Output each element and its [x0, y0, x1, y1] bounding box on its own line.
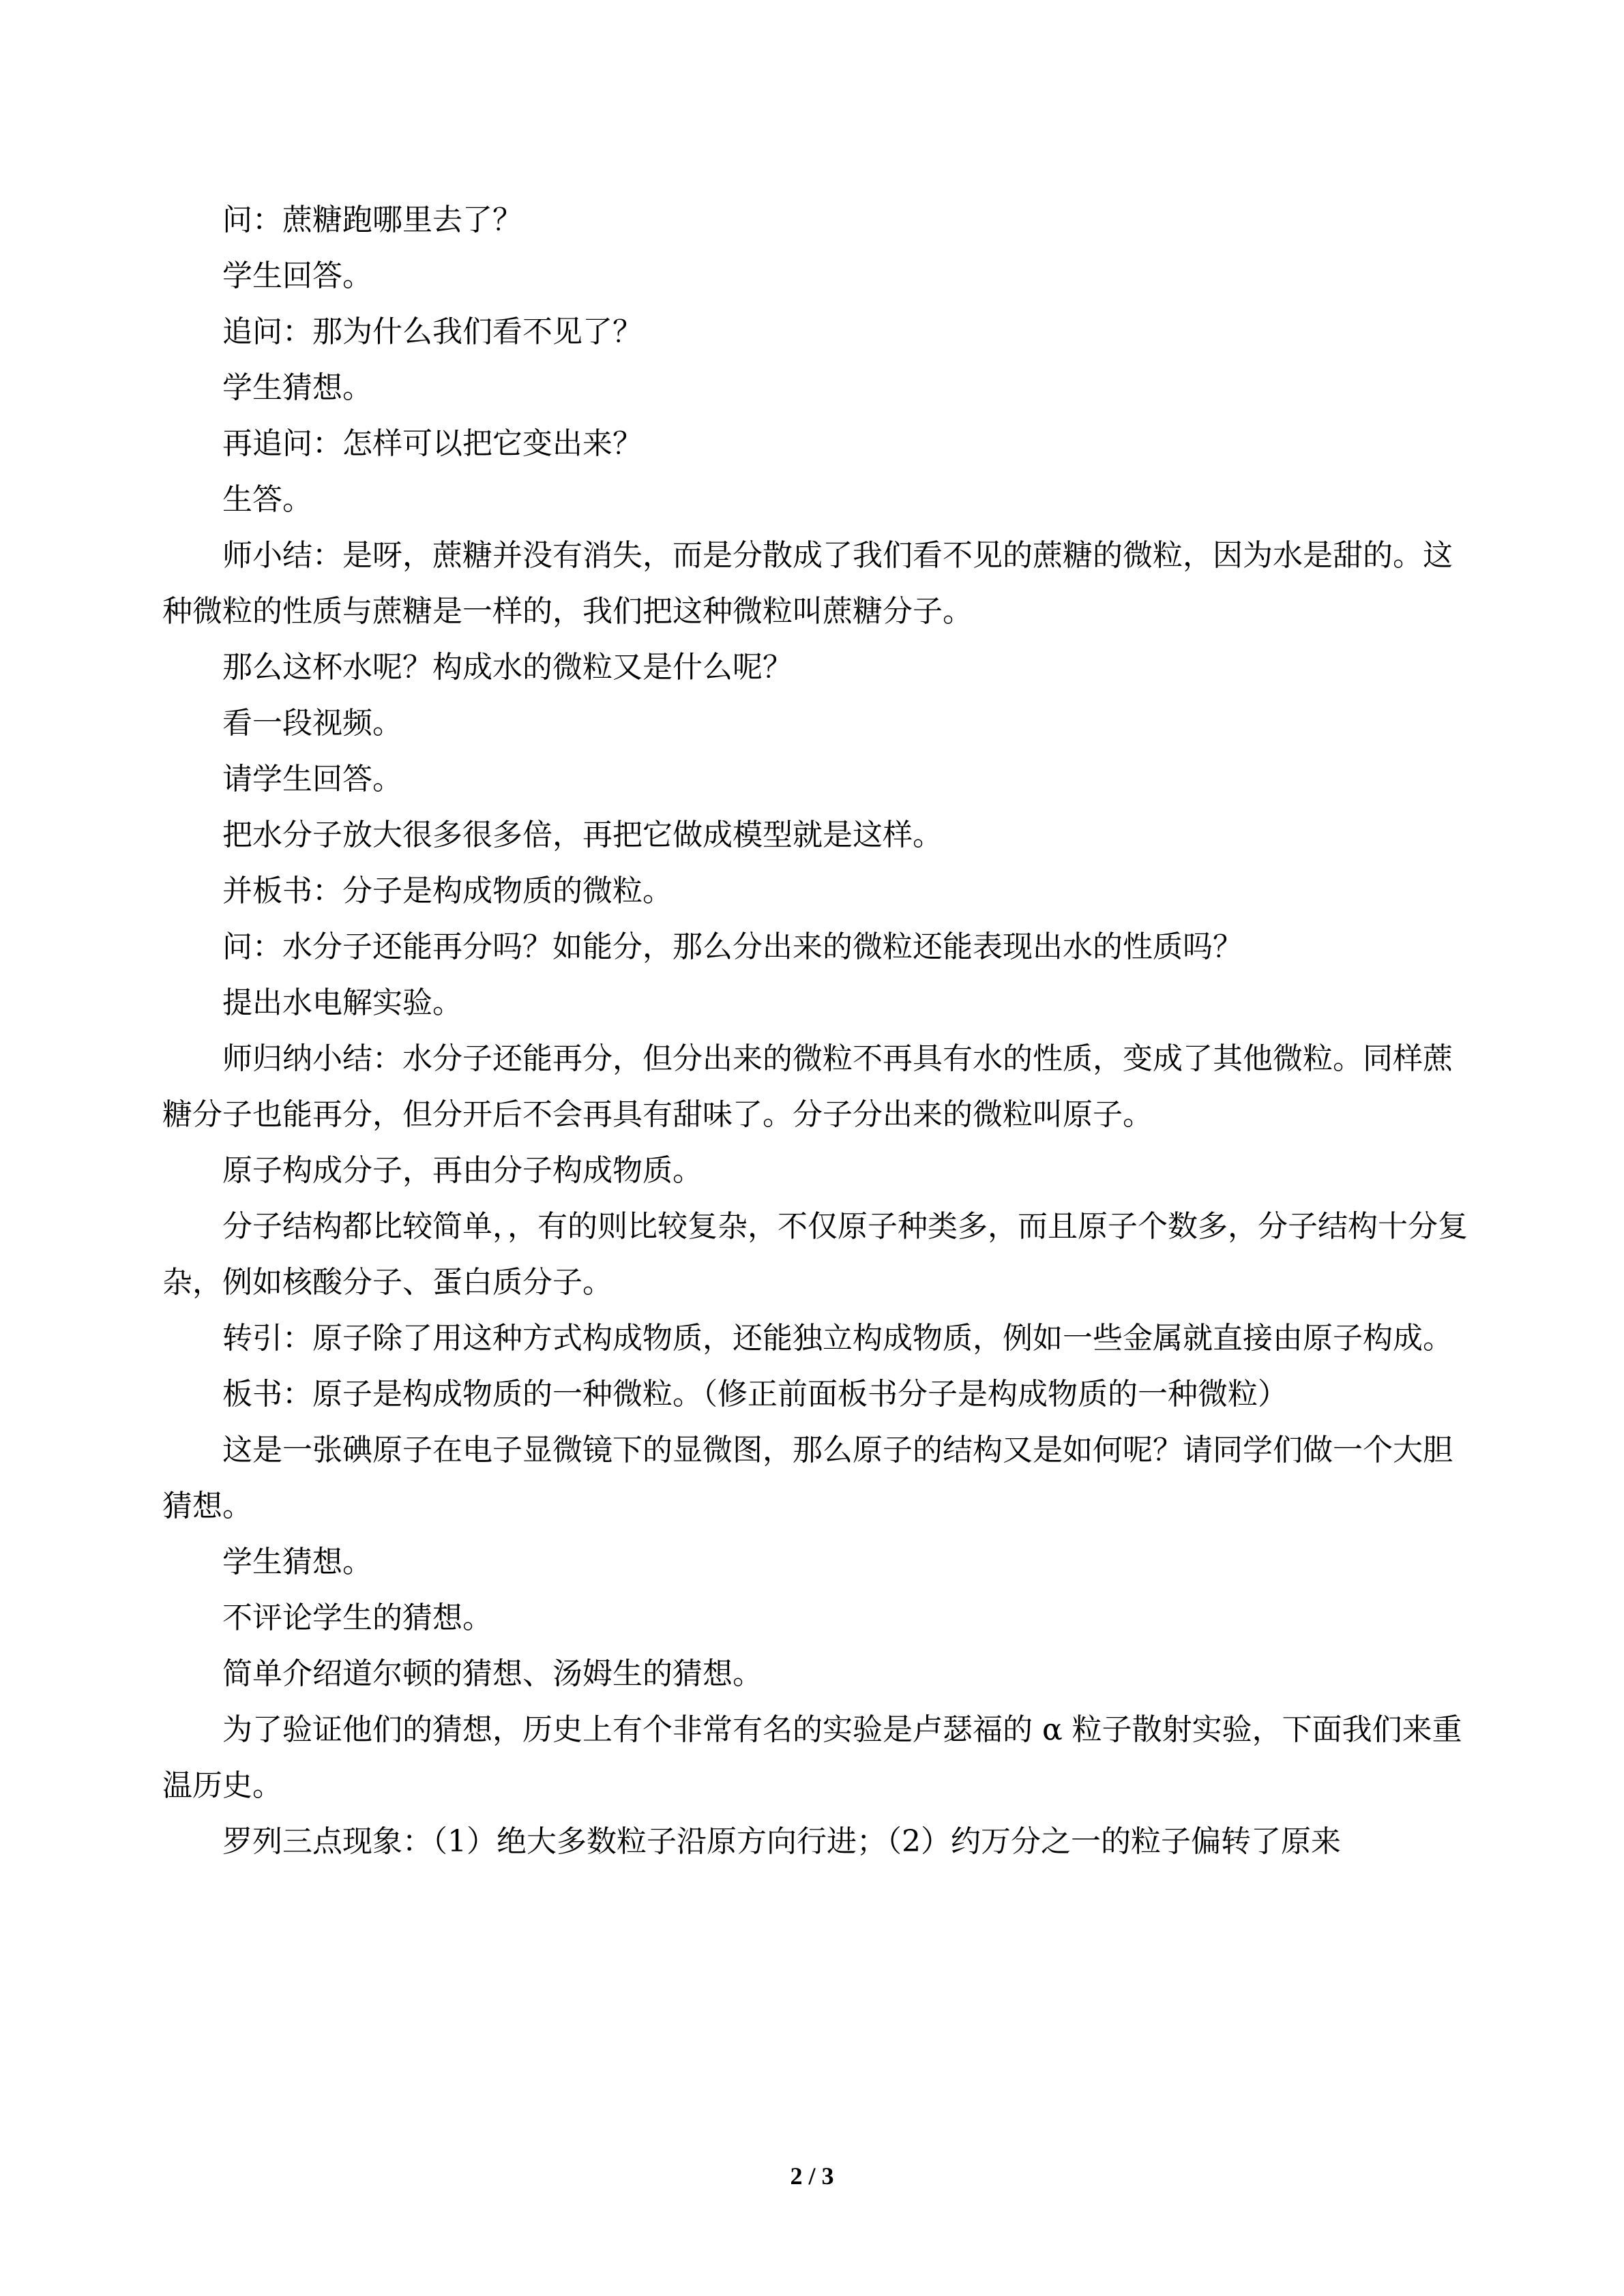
paragraph: 不评论学生的猜想。 — [222, 1600, 492, 1635]
document-body — [162, 192, 1472, 1870]
paragraph: 简单介绍道尔顿的猜想、汤姆生的猜想。 — [222, 1656, 763, 1691]
paragraph: 学生猜想。 — [222, 370, 372, 405]
paragraph: 那么这杯水呢？构成水的微粒又是什么呢？ — [222, 650, 793, 685]
paragraph: 看一段视频。 — [222, 706, 402, 741]
paragraph: 问：蔗糖跑哪里去了？ — [222, 203, 522, 237]
paragraph: 把水分子放大很多很多倍，再把它做成模型就是这样。 — [222, 818, 943, 852]
paragraph: 追问：那为什么我们看不见了？ — [222, 314, 643, 349]
paragraph: 学生猜想。 — [222, 1545, 372, 1579]
paragraph: 这是一张碘原子在电子显微镜下的显微图，那么原子的结构又是如何呢？请同学们做一个大胆猜想。 — [162, 1433, 1453, 1523]
paragraph: 师归纳小结：水分子还能再分，但分出来的微粒不再具有水的性质，变成了其他微粒。同样蔗糖分子也能再分，但分开后不会再具有甜味了。分子分出来的微粒叫原子。 — [162, 1041, 1453, 1132]
paragraph: 学生回答。 — [222, 258, 372, 293]
paragraph: 转引：原子除了用这种方式构成物质，还能独立构成物质，例如一些金属就直接由原子构成。 — [222, 1321, 1453, 1356]
paragraph: 问：水分子还能再分吗？如能分，那么分出来的微粒还能表现出水的性质吗？ — [222, 929, 1243, 964]
paragraph: 为了验证他们的猜想，历史上有个非常有名的实验是卢瑟福的 α 粒子散射实验，下面我们来重温历史。 — [162, 1712, 1462, 1803]
page-number: 2 / 3 — [790, 2162, 834, 2190]
paragraph: 提出水电解实验。 — [222, 985, 462, 1020]
paragraph: 分子结构都比较简单，，有的则比较复杂，不仅原子种类多，而且原子个数多，分子结构十分复杂，例如核酸分子、蛋白质分子。 — [162, 1209, 1468, 1300]
paragraph: 原子构成分子，再由分子构成物质。 — [222, 1153, 703, 1188]
paragraph: 再追问：怎样可以把它变出来？ — [222, 426, 643, 461]
paragraph: 请学生回答。 — [222, 762, 402, 796]
paragraph: 生答。 — [222, 482, 312, 517]
paragraph: 并板书：分子是构成物质的微粒。 — [222, 874, 673, 908]
paragraph: 师小结：是呀，蔗糖并没有消失，而是分散成了我们看不见的蔗糖的微粒，因为水是甜的。这种微粒的性质与蔗糖是一样的，我们把这种微粒叫蔗糖分子。 — [162, 538, 1453, 629]
paragraph: 板书：原子是构成物质的一种微粒。（修正前面板书分子是构成物质的一种微粒） — [222, 1377, 1288, 1412]
paragraph: 罗列三点现象：（1）绝大多数粒子沿原方向行进；（2）约万分之一的粒子偏转了原来 — [222, 1824, 1341, 1859]
